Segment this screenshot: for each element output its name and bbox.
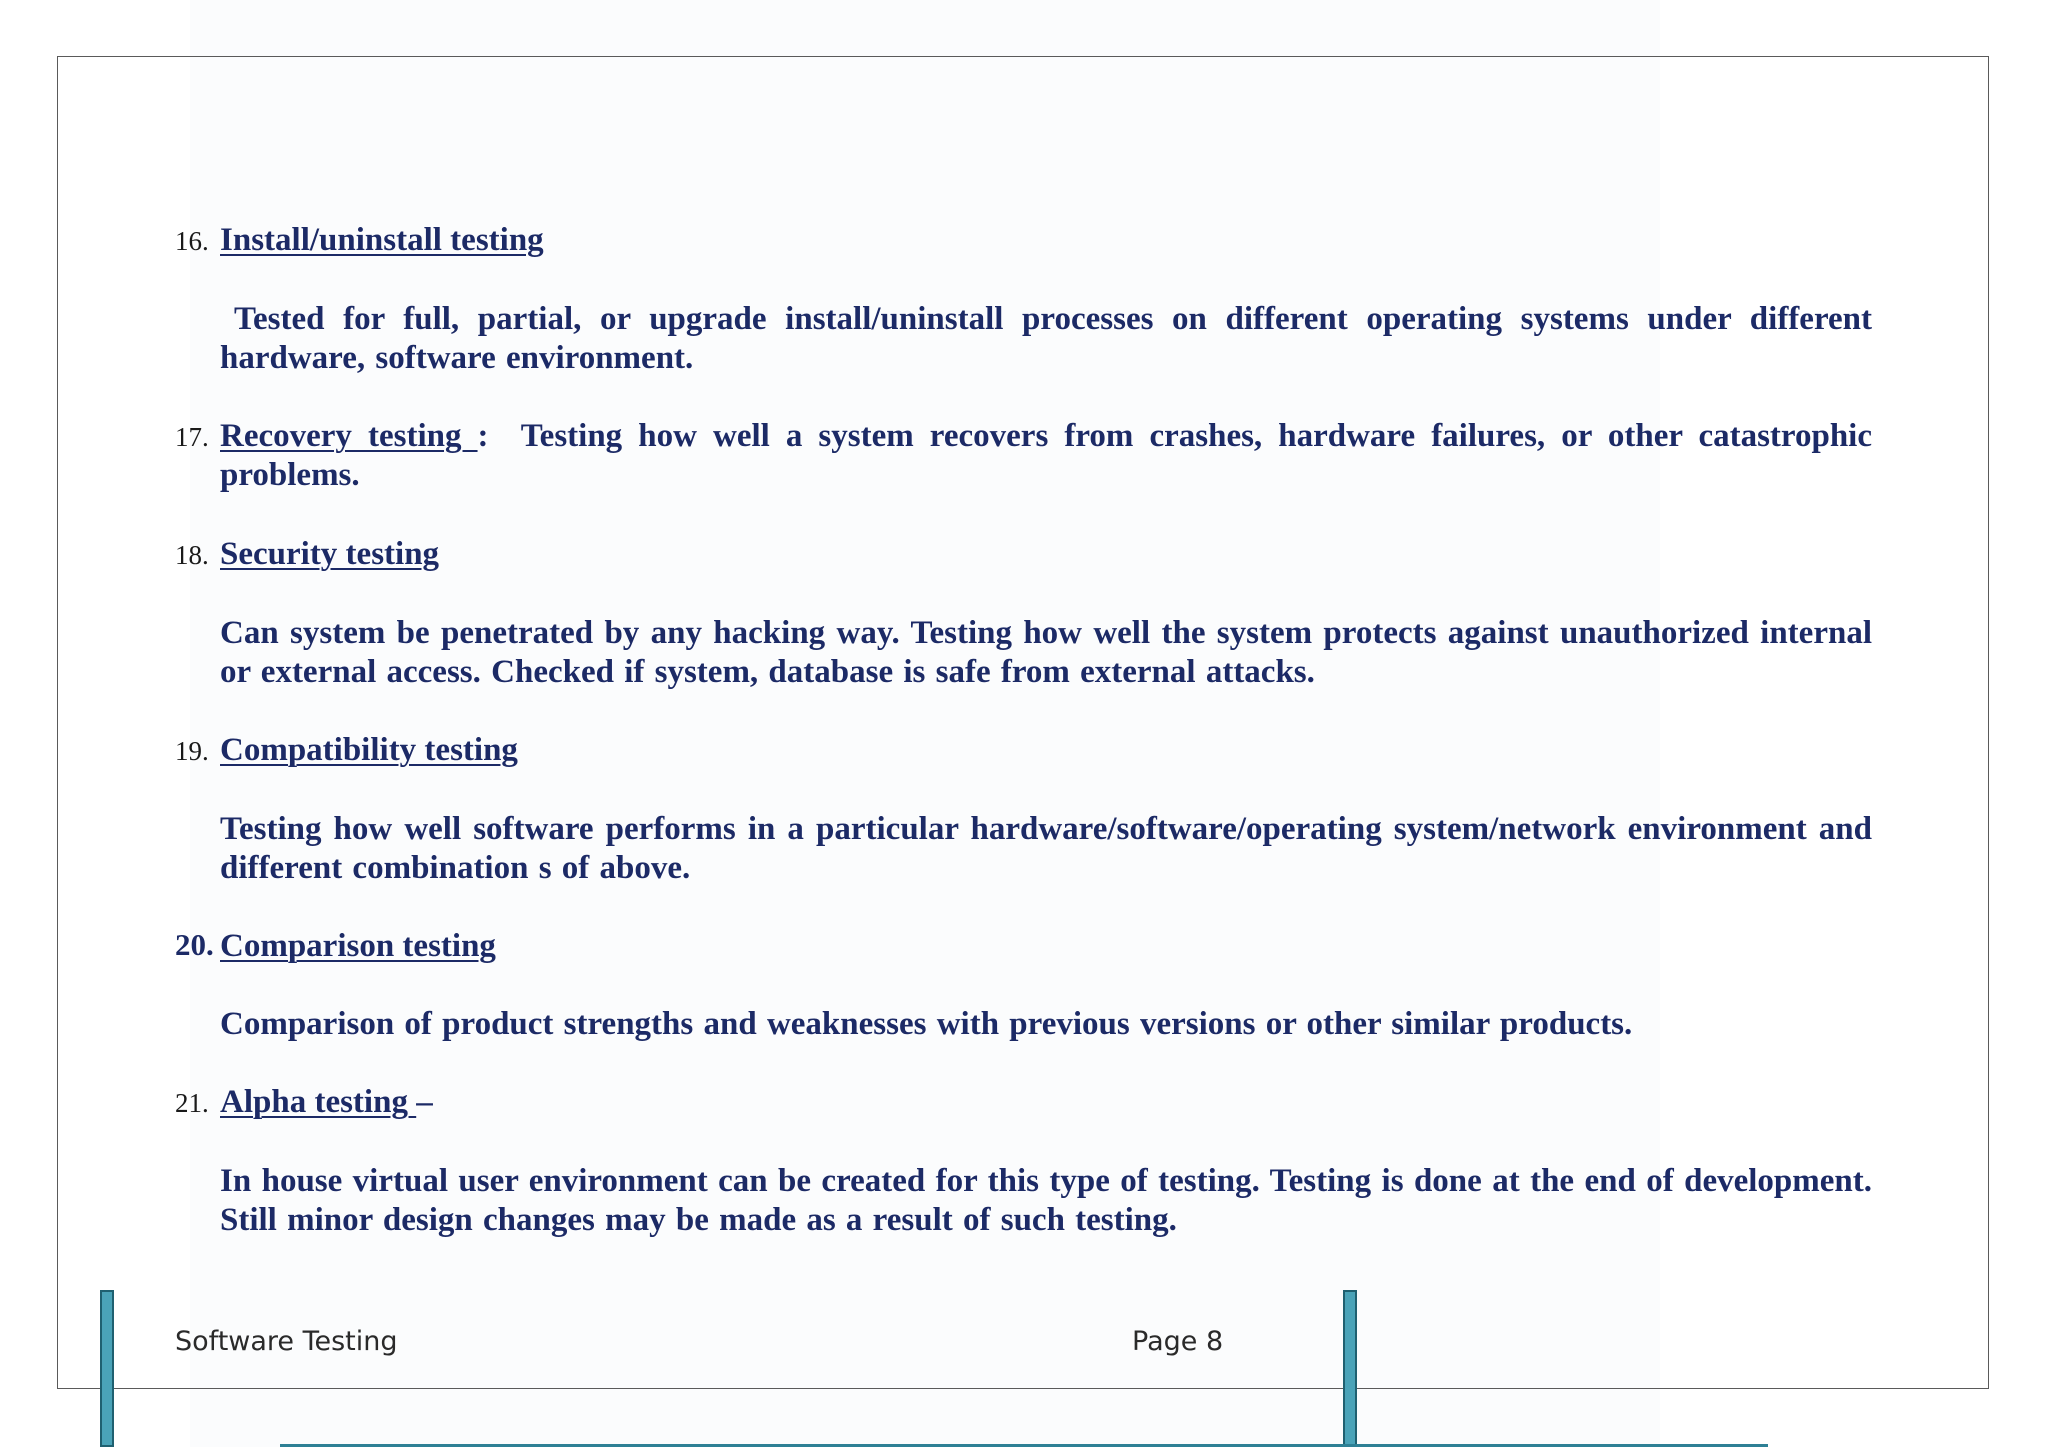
section-body: In house virtual user environment can be created for this type of testing. Testing is done at the end of development. Still minor design changes may be made as a result of such testing. bbox=[220, 1163, 1872, 1238]
section-title: Install/uninstall testing bbox=[220, 222, 544, 258]
section-body-inline bbox=[220, 417, 1872, 495]
section-body: Comparison of product strengths and weaknesses with previous versions or other similar products. bbox=[220, 1006, 1633, 1042]
section-body: Tested for full, partial, or upgrade install/uninstall processes on different operating systems under different hardware, software environment. bbox=[220, 301, 1872, 376]
section-body: Testing how well a system recovers from crashes, hardware failures, or other catastrophic problems. bbox=[220, 418, 1872, 493]
section-body: Testing how well software performs in a particular hardware/software/operating system/network environment and different combination s of above. bbox=[220, 811, 1872, 886]
item-number: 21. bbox=[175, 1088, 209, 1118]
item-number: 20. bbox=[175, 927, 214, 962]
page-number: Page 8 bbox=[1132, 1326, 1224, 1357]
section-heading bbox=[220, 221, 544, 259]
footer-decoration-bar-right bbox=[1343, 1290, 1357, 1447]
item-number: 18. bbox=[175, 540, 209, 570]
footer-title: Software Testing bbox=[175, 1326, 398, 1357]
section-title: Comparison testing bbox=[220, 928, 496, 964]
section-title: Security testing bbox=[220, 536, 440, 572]
section-title-suffix: : bbox=[477, 418, 489, 454]
section-title: Recovery testing bbox=[220, 418, 478, 454]
section-body: Can system be penetrated by any hacking way. Testing how well the system protects against unauthorized internal or external access. Checked if system, database is safe from external attacks. bbox=[220, 615, 1872, 690]
section-title-suffix: – bbox=[416, 1084, 433, 1120]
item-number: 16. bbox=[175, 226, 209, 256]
section-heading bbox=[220, 1083, 433, 1121]
footer-decoration-bar-left bbox=[100, 1290, 114, 1447]
section-heading bbox=[220, 535, 439, 573]
section-heading bbox=[220, 927, 496, 965]
item-number: 17. bbox=[175, 422, 209, 452]
section-heading bbox=[220, 731, 518, 769]
section-title: Compatibility testing bbox=[220, 732, 518, 768]
section-title: Alpha testing bbox=[220, 1084, 417, 1120]
item-number: 19. bbox=[175, 736, 209, 766]
